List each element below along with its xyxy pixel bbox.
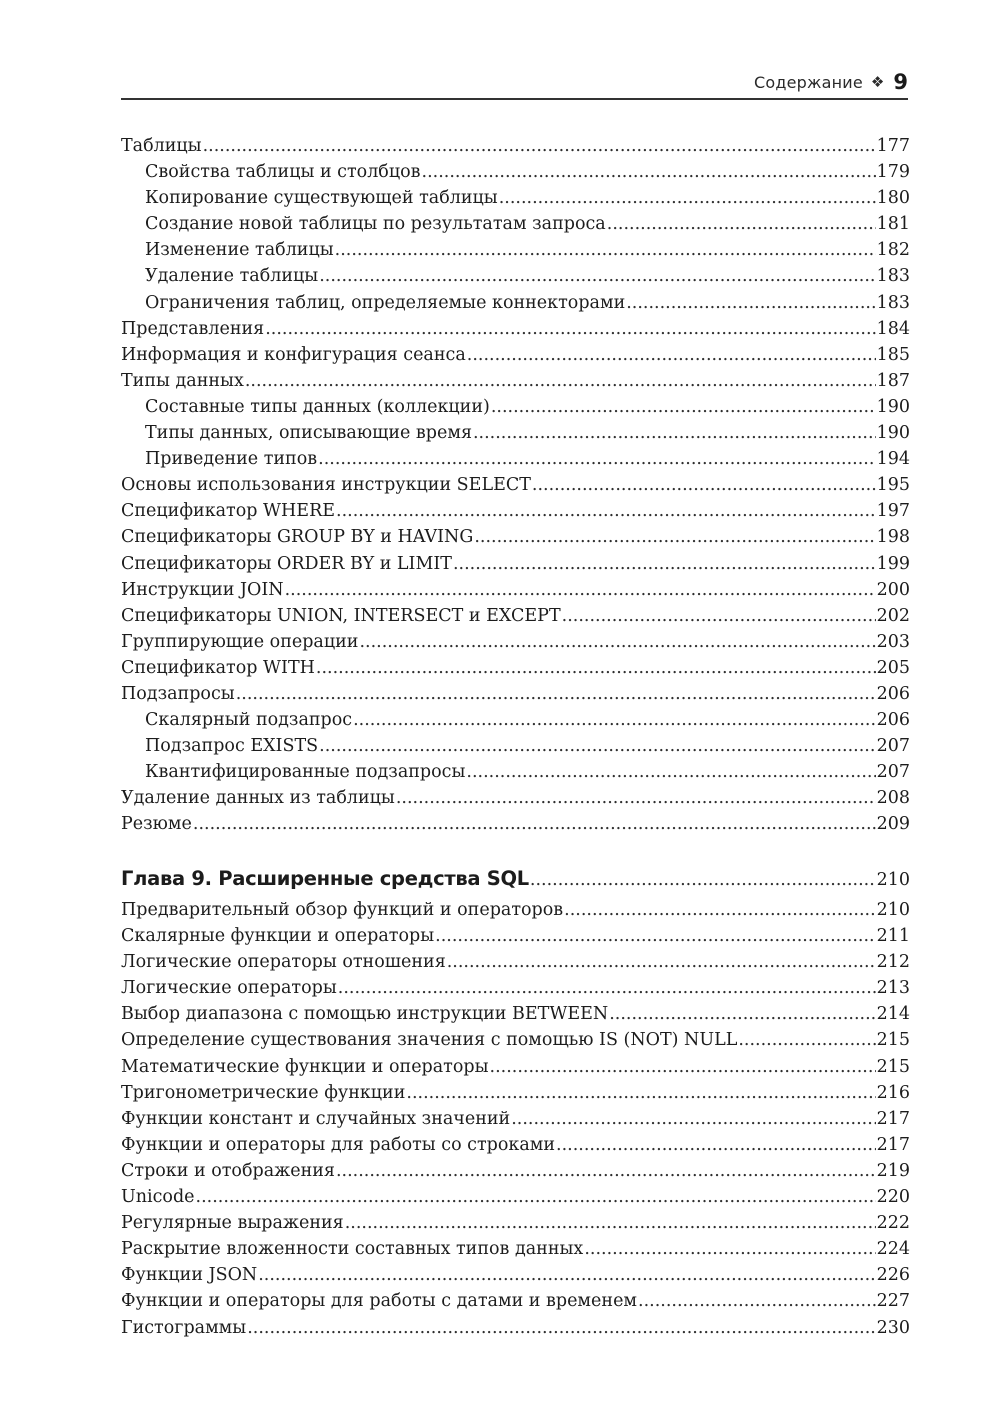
leader-dots [345, 1210, 876, 1236]
toc-entry[interactable] [121, 759, 910, 785]
toc-entry-title: Логические операторы [121, 978, 337, 999]
toc-entry-title: Изменение таблицы [145, 240, 334, 261]
leader-dots [435, 923, 875, 949]
toc-entry[interactable] [121, 733, 910, 759]
toc-entry-page: 203 [876, 631, 910, 652]
toc-entry-title: Инструкции JOIN [121, 579, 284, 600]
leader-dots [466, 759, 875, 785]
toc-entry-title: Копирование существующей таблицы [145, 188, 498, 209]
toc-entry[interactable] [121, 1001, 910, 1027]
toc-entry[interactable] [121, 420, 910, 446]
toc-entry-page: 215 [876, 1030, 910, 1051]
toc-entry-page: 194 [876, 449, 910, 470]
toc-entry-title: Выбор диапазона с помощью инструкции BETWEEN [121, 1004, 609, 1025]
toc-entry-page: 197 [876, 501, 910, 522]
toc-entry[interactable] [121, 1262, 910, 1288]
toc-entry-page: 215 [876, 1056, 910, 1077]
leader-dots [562, 603, 876, 629]
toc-entry-page: 202 [876, 605, 910, 626]
toc-entry-page: 211 [876, 926, 910, 947]
leader-dots [193, 811, 876, 837]
toc-entry-page: 212 [876, 952, 910, 973]
toc-entry-title: Спецификаторы GROUP BY и HAVING [121, 527, 474, 548]
toc-entry-title: Математические функции и операторы [121, 1056, 489, 1077]
toc-entry[interactable] [121, 159, 910, 185]
toc-entry-title: Таблицы [121, 136, 202, 156]
chapter-title: Глава 9. Расширенные средства SQL [121, 867, 529, 890]
toc-entry-title: Подзапросы [121, 683, 235, 704]
toc-entry-page: 217 [876, 1134, 910, 1155]
toc-entry[interactable] [121, 785, 910, 811]
running-header-title: Содержание [753, 72, 863, 92]
leader-dots [285, 577, 876, 603]
leader-dots [316, 655, 876, 681]
leader-dots [530, 865, 876, 895]
toc-entry-title: Основы использования инструкции SELECT [121, 475, 531, 496]
toc-entry-title: Unicode [121, 1187, 195, 1208]
leader-dots [319, 263, 875, 289]
toc-entry-page: 179 [876, 162, 910, 183]
toc-entry-title: Функции и операторы для работы с датами и временем [121, 1291, 638, 1312]
leader-dots [490, 1054, 876, 1080]
leader-dots [336, 1158, 876, 1184]
toc-entry-title: Представления [121, 318, 265, 339]
toc-entry[interactable] [121, 316, 910, 342]
leader-dots [422, 159, 876, 185]
toc-entry-title: Скалярный подзапрос [145, 710, 353, 731]
toc-entry-page: 190 [876, 396, 910, 417]
leader-dots [396, 785, 876, 811]
toc-entry[interactable] [121, 237, 910, 263]
leader-dots [499, 185, 876, 211]
toc-entry[interactable] [121, 629, 910, 655]
toc-entry[interactable] [121, 897, 910, 923]
toc-entry[interactable] [121, 1210, 910, 1236]
toc-entry[interactable] [121, 681, 910, 707]
toc-entry[interactable] [121, 394, 910, 420]
leader-dots [203, 133, 876, 159]
toc-entry-title: Предварительный обзор функций и операторов [121, 900, 564, 920]
toc-entry[interactable] [121, 1288, 910, 1314]
toc-entry-page: 213 [876, 978, 910, 999]
toc-entry-page: 220 [876, 1187, 910, 1208]
toc-entry-title: Функции констант и случайных значений [121, 1108, 511, 1129]
leader-dots [738, 1027, 875, 1053]
toc-entry[interactable] [121, 551, 910, 577]
toc-entry[interactable] [121, 1236, 910, 1262]
toc-entry-title: Регулярные выражения [121, 1213, 344, 1234]
toc-entry-page: 177 [876, 136, 910, 156]
toc-entry[interactable] [121, 290, 910, 316]
toc-entry-page: 181 [876, 214, 910, 235]
toc-entry[interactable] [121, 1132, 910, 1158]
leader-dots [607, 211, 876, 237]
toc-entry-page: 210 [876, 900, 910, 920]
toc-entry-page: 190 [876, 423, 910, 444]
leader-dots [556, 1132, 876, 1158]
toc-entry[interactable] [121, 211, 910, 237]
toc-entry-page: 198 [876, 527, 910, 548]
toc-entry-page: 217 [876, 1108, 910, 1129]
toc-entry-page: 206 [876, 710, 910, 731]
toc-entry-title: Подзапрос EXISTS [145, 736, 319, 757]
toc-entry-title: Спецификатор WHERE [121, 501, 336, 522]
chapter-page-number: 210 [876, 870, 910, 890]
leader-dots [453, 551, 876, 577]
toc-entry-page: 224 [876, 1239, 910, 1260]
toc-entry[interactable] [121, 577, 910, 603]
toc-entry-page: 214 [876, 1004, 910, 1025]
leader-dots [473, 420, 876, 446]
chapter-heading[interactable] [121, 864, 910, 894]
toc-entry[interactable] [121, 1158, 910, 1184]
toc-entry-title: Группирующие операции [121, 631, 359, 652]
toc-entry-page: 200 [876, 579, 910, 600]
leader-dots [532, 472, 876, 498]
toc-entry-page: 184 [876, 318, 910, 339]
toc-entry[interactable] [121, 1315, 910, 1341]
toc-entry-title: Спецификаторы ORDER BY и LIMIT [121, 553, 452, 574]
leader-dots [336, 498, 876, 524]
toc-entry-page: 227 [876, 1291, 910, 1312]
toc-entry-page: 185 [876, 344, 910, 365]
leader-dots [564, 897, 875, 923]
leader-dots [258, 1262, 875, 1288]
toc-entry-title: Функции JSON [121, 1265, 258, 1286]
leader-dots [467, 342, 876, 368]
toc-entry[interactable] [121, 263, 910, 289]
toc-entry[interactable] [121, 975, 910, 1001]
toc-entry[interactable] [121, 1106, 910, 1132]
toc-entry[interactable] [121, 655, 910, 681]
toc-entry-title: Приведение типов [145, 449, 318, 470]
toc-entry-title: Гистограммы [121, 1317, 247, 1338]
running-header [121, 66, 908, 100]
leader-dots [491, 394, 876, 420]
toc-entry-title: Функции и операторы для работы со строками [121, 1134, 556, 1155]
toc-entry-title: Логические операторы отношения [121, 952, 446, 973]
toc-section-tables [121, 133, 910, 838]
toc-entry-page: 207 [876, 736, 910, 757]
toc-entry-page: 199 [876, 553, 910, 574]
toc-entry-title: Спецификаторы UNION, INTERSECT и EXCEPT [121, 605, 561, 626]
toc-entry-title: Типы данных, описывающие время [145, 423, 472, 444]
toc-entry[interactable] [121, 185, 910, 211]
toc-entry-title: Тригонометрические функции [121, 1082, 406, 1103]
toc-entry[interactable] [121, 1054, 910, 1080]
toc-entry[interactable] [121, 342, 910, 368]
toc-entry-page: 195 [876, 475, 910, 496]
toc-entry-page: 219 [876, 1160, 910, 1181]
leader-dots [609, 1001, 875, 1027]
toc-entry-page: 209 [876, 814, 910, 835]
toc-entry[interactable] [121, 811, 910, 837]
leader-dots [338, 975, 876, 1001]
toc-entry-page: 226 [876, 1265, 910, 1286]
toc-entry[interactable] [121, 133, 910, 159]
leader-dots [265, 316, 875, 342]
toc-entry-title: Строки и отображения [121, 1160, 335, 1181]
ornament-icon: ❖ [870, 73, 885, 91]
toc-entry[interactable] [121, 949, 910, 975]
toc-entry-title: Создание новой таблицы по результатам запроса [145, 214, 606, 235]
toc-entry[interactable] [121, 498, 910, 524]
page-number: 9 [893, 70, 908, 94]
toc-entry-page: 230 [876, 1317, 910, 1338]
toc-entry[interactable] [121, 368, 910, 394]
toc-entry-page: 208 [876, 788, 910, 809]
toc-entry-page: 187 [876, 370, 910, 391]
toc-entry-page: 183 [876, 266, 910, 287]
toc-entry-page: 182 [876, 240, 910, 261]
toc-entry-page: 180 [876, 188, 910, 209]
toc-entry-title: Ограничения таблиц, определяемые коннекторами [145, 292, 626, 313]
toc-entry-page: 207 [876, 762, 910, 783]
toc-entry[interactable] [121, 1080, 910, 1106]
toc-section-chapter-9 [121, 897, 910, 1341]
toc-entry-page: 216 [876, 1082, 910, 1103]
leader-dots [247, 1315, 875, 1341]
toc-entry[interactable] [121, 603, 910, 629]
leader-dots [474, 524, 875, 550]
toc-entry-title: Информация и конфигурация сеанса [121, 344, 466, 365]
toc-entry[interactable] [121, 446, 910, 472]
leader-dots [584, 1236, 875, 1262]
toc-entry[interactable] [121, 1027, 910, 1053]
toc-entry-title: Спецификатор WITH [121, 657, 315, 678]
toc-entry-title: Резюме [121, 814, 192, 835]
toc-entry[interactable] [121, 707, 910, 733]
toc-entry[interactable] [121, 923, 910, 949]
toc-entry-page: 206 [876, 683, 910, 704]
leader-dots [335, 237, 876, 263]
toc-entry-title: Квантифицированные подзапросы [145, 762, 466, 783]
toc-entry-title: Типы данных [121, 370, 244, 391]
leader-dots [353, 707, 875, 733]
toc-entry-title: Скалярные функции и операторы [121, 926, 435, 947]
leader-dots [626, 290, 875, 316]
leader-dots [196, 1184, 876, 1210]
toc-entry-title: Удаление данных из таблицы [121, 788, 395, 809]
toc-entry-page: 205 [876, 657, 910, 678]
leader-dots [511, 1106, 875, 1132]
toc-entry[interactable] [121, 1184, 910, 1210]
toc-entry-page: 183 [876, 292, 910, 313]
toc-entry-title: Удаление таблицы [145, 266, 319, 287]
leader-dots [447, 949, 876, 975]
toc-entry-title: Определение существования значения с помощью IS (NOT) NULL [121, 1030, 738, 1051]
toc-entry-title: Раскрытие вложенности составных типов данных [121, 1239, 584, 1260]
leader-dots [245, 368, 876, 394]
toc-entry-title: Составные типы данных (коллекции) [145, 396, 490, 417]
leader-dots [406, 1080, 875, 1106]
leader-dots [638, 1288, 876, 1314]
leader-dots [319, 733, 875, 759]
leader-dots [236, 681, 876, 707]
toc-entry-page: 222 [876, 1213, 910, 1234]
toc-entry-title: Свойства таблицы и столбцов [145, 162, 421, 183]
leader-dots [359, 629, 875, 655]
toc-entry[interactable] [121, 472, 910, 498]
leader-dots [318, 446, 875, 472]
toc-entry[interactable] [121, 524, 910, 550]
